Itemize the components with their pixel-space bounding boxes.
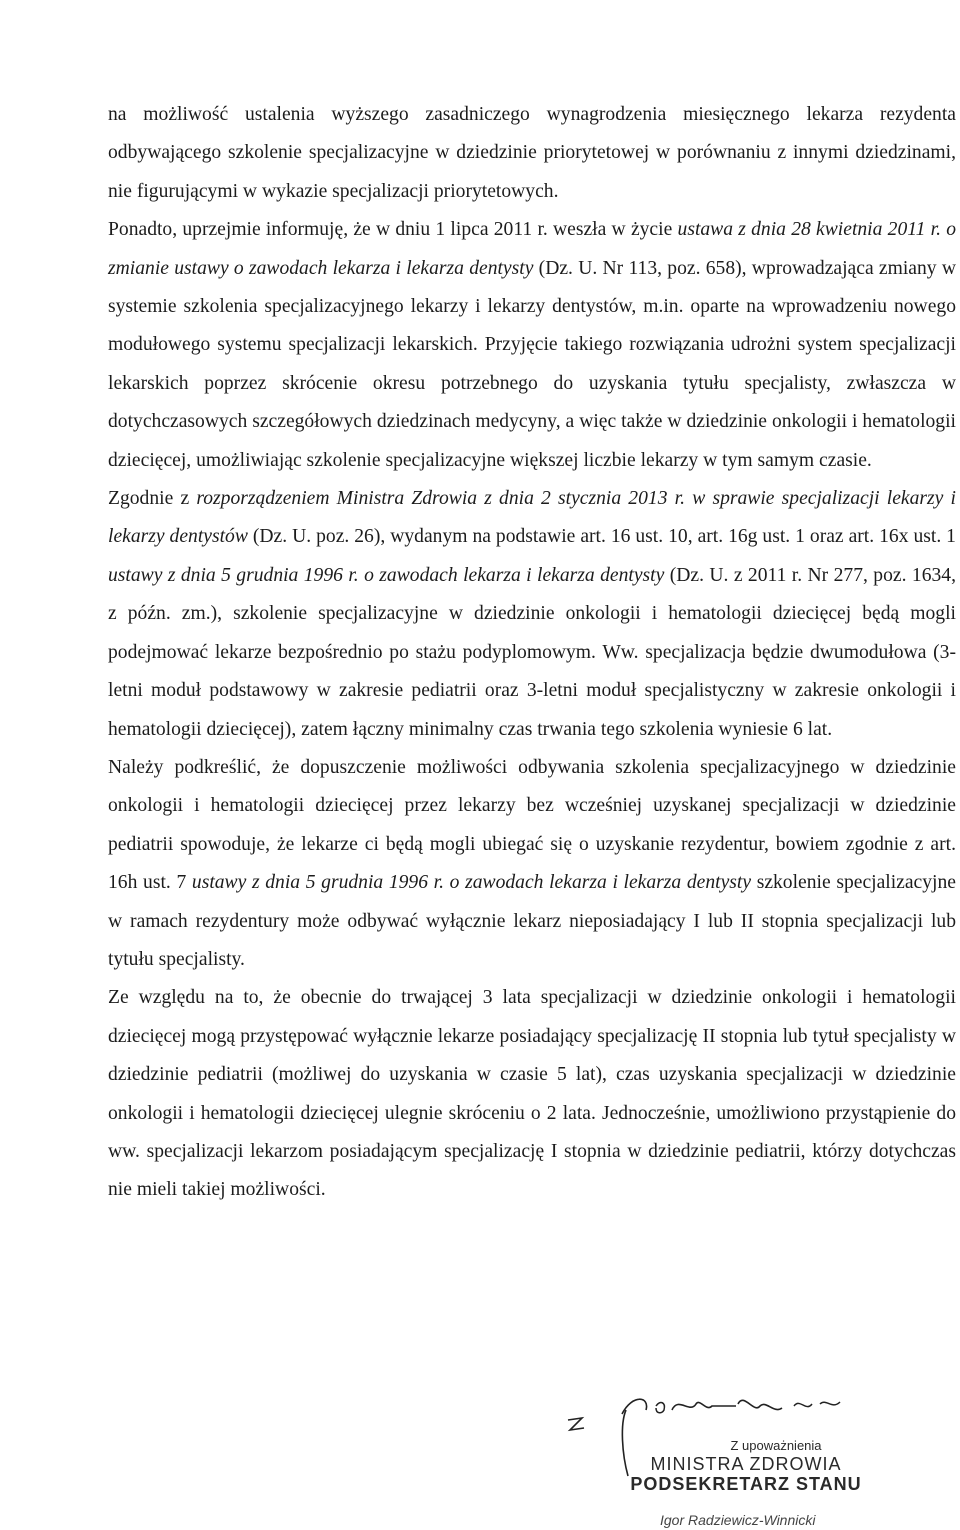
legal-act-citation: rozporządzeniem Ministra Zdrowia z dnia 2 stycznia 2013 r. w sprawie specjalizacji lekarzy i lekarzy dentystów — [108, 488, 956, 548]
paragraph-text: szkolenie specjalizacyjne w ramach rezydentury może odbywać wyłącznie lekarz nieposiadający I lub II stopnia specjalizacji lub tytułu specjalisty. — [108, 872, 956, 970]
paragraph — [108, 211, 956, 480]
legal-act-citation: ustawy z dnia 5 grudnia 1996 r. o zawodach lekarza i lekarza dentysty — [191, 872, 752, 894]
paragraph — [108, 749, 956, 979]
paragraph — [108, 480, 956, 749]
paragraph-text: (Dz. U. Nr 113, poz. 658), wprowadzająca zmiany w systemie szkolenia specjalizacyjnego lekarzy i lekarzy dentystów, m.in. oparte na wprowadzeniu nowego modułowego systemu specjalizacji lekarskich. Przyjęcie takiego rozwiązania udrożni system specjalizacji lekarskich poprzez skrócenie okresu potrzebnego do uzyskania tytułu specjalisty, zwłaszcza w dotychczasowych szczegółowych dziedzinach medycyny, a więc także w dziedzinie onkologii i hematologii dziecięcej, umożliwiając szkolenie specjalizacyjne większej liczbie lekarzy w tym samym czasie. — [108, 257, 956, 471]
signatory-name: Igor Radziewicz-Winnicki — [660, 1512, 816, 1528]
paragraph-text: Zgodnie z — [108, 488, 197, 510]
paragraph-text: Należy podkreślić, że dopuszczenie możliwości odbywania szkolenia specjalizacyjnego w dziedzinie onkologii i hematologii dziecięcej przez lekarzy bez wcześniej uzyskanej specjalizacji w dziedzinie pediatrii spowoduje, że lekarze ci będą mogli ubiegać się o uzyskanie rezydentur, bowiem zgodnie z art. 16h ust. 7 — [108, 756, 956, 894]
paragraph — [108, 96, 956, 211]
paragraph-text: (Dz. U. z 2011 r. Nr 277, poz. 1634, z późn. zm.), szkolenie specjalizacyjne w dziedzinie onkologii i hematologii dziecięcej będą mogli podejmować lekarze bezpośrednio po stażu podyplomowym. Ww. specjalizacja będzie dwumodułowa (3-letni moduł podstawowy w zakresie pediatrii oraz 3-letni moduł specjalistyczny w zakresie onkologii i hematologii dziecięcej), zatem łączny minimalny czas trwania tego szkolenia wyniesie 6 lat. — [108, 564, 956, 740]
stamp-ministry-line: MINISTRA ZDROWIA — [650, 1454, 842, 1474]
paragraph — [108, 979, 956, 1209]
official-stamp — [596, 1438, 896, 1494]
paragraph-text: na możliwość ustalenia wyższego zasadniczego wynagrodzenia miesięcznego lekarza rezydenta odbywającego szkolenie specjalizacyjne w dziedzinie priorytetowej w porównaniu z innymi dziedzinami, nie figurującymi w wykazie specjalizacji priorytetowych. — [108, 104, 956, 202]
paragraph-text: Ponadto, uprzejmie informuję, że w dniu 1 lipca 2011 r. weszła w życie — [108, 219, 678, 241]
legal-act-citation: ustawy z dnia 5 grudnia 1996 r. o zawodach lekarza i lekarza dentysty — [108, 564, 665, 586]
paragraph-text: (Dz. U. poz. 26), wydanym na podstawie art. 16 ust. 10, art. 16g ust. 1 oraz art. 16x ust. 1 — [247, 526, 956, 548]
legal-act-citation: ustawa z dnia 28 kwietnia 2011 r. o zmianie ustawy o zawodach lekarza i lekarza dentysty — [108, 219, 957, 279]
stamp-title-line: PODSEKRETARZ STANU — [630, 1474, 862, 1494]
paragraph-text: Ze względu na to, że obecnie do trwającej 3 lata specjalizacji w dziedzinie onkologii i hematologii dziecięcej mogą przystępować wyłącznie lekarze posiadający specjalizację II stopnia lub tytuł specjalisty w dziedzinie pediatrii (możliwej do uzyskania w czasie 5 lat), czas uzyskania specjalizacji w dziedzinie onkologii i hematologii dziecięcej ulegnie skróceniu o 2 lata. Jednocześnie, umożliwiono przystąpienie do ww. specjalizacji lekarzom posiadającym specjalizację I stopnia w dziedzinie pediatrii, którzy dotychczas nie mieli takiej możliwości. — [108, 987, 956, 1201]
stamp-authorization-line: Z upoważnienia — [730, 1438, 822, 1453]
letter-body — [108, 96, 956, 1210]
